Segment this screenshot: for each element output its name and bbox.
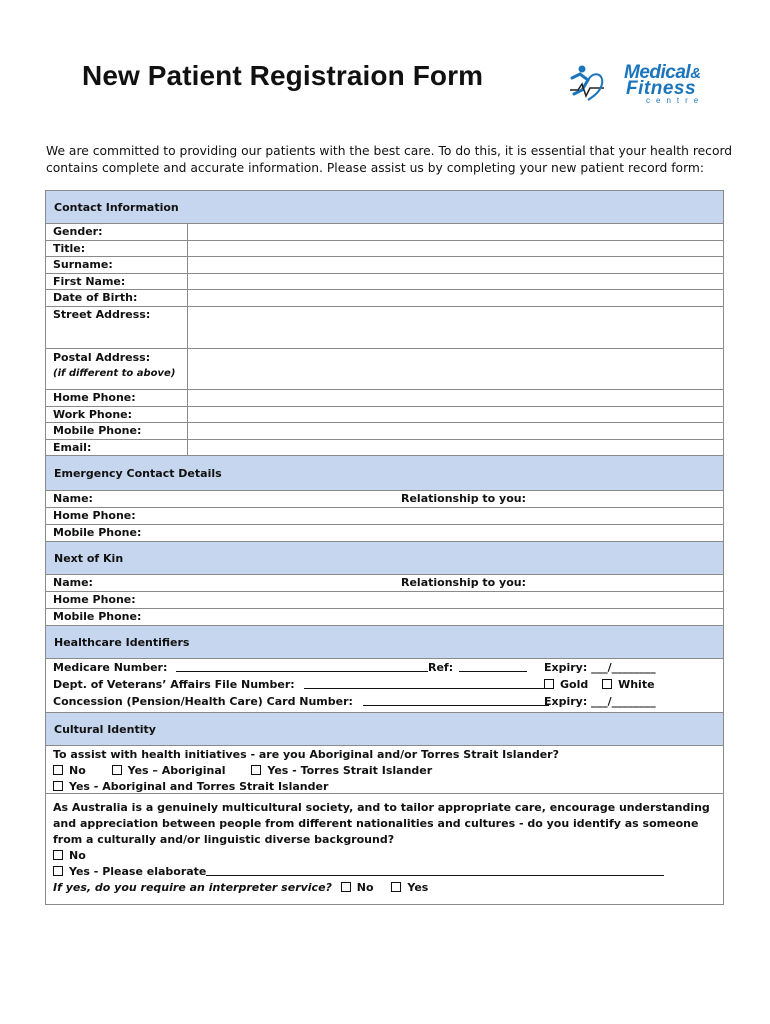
medicare-input[interactable] bbox=[176, 660, 428, 672]
field-label: Work Phone: bbox=[46, 407, 188, 422]
cald-option-no bbox=[53, 848, 716, 864]
field-label: Mobile Phone: bbox=[53, 526, 142, 539]
field-row-postal bbox=[46, 349, 723, 390]
checkbox-icon[interactable] bbox=[53, 866, 63, 876]
medicare-expiry[interactable]: Expiry: ___/________ bbox=[544, 661, 656, 674]
field-label: Gender: bbox=[46, 224, 188, 240]
field-label: Home Phone: bbox=[53, 509, 136, 522]
checkbox-icon[interactable] bbox=[53, 850, 63, 860]
emergency-name-row[interactable] bbox=[46, 491, 723, 508]
section-heading: Emergency Contact Details bbox=[54, 466, 222, 480]
concession-row bbox=[46, 694, 723, 711]
cald-question-block bbox=[46, 794, 723, 904]
field-row-mobile-phone bbox=[46, 423, 723, 440]
field-label bbox=[46, 349, 188, 389]
field-label: Mobile Phone: bbox=[53, 610, 142, 623]
checkbox-icon[interactable] bbox=[341, 882, 351, 892]
kin-name-row[interactable] bbox=[46, 575, 723, 592]
field-row-street bbox=[46, 307, 723, 349]
ref-input[interactable] bbox=[459, 660, 527, 672]
field-label: Title: bbox=[46, 241, 188, 256]
checkbox-icon[interactable] bbox=[53, 781, 63, 791]
home-phone-field[interactable] bbox=[188, 390, 723, 406]
field-label: Name: bbox=[53, 492, 93, 505]
logo-text-centre: centre bbox=[646, 96, 705, 105]
field-label: Relationship to you: bbox=[401, 576, 526, 589]
dva-card-options bbox=[544, 677, 655, 693]
field-label: First Name: bbox=[46, 274, 188, 289]
registration-form bbox=[45, 190, 724, 905]
option-yes-label: Yes - Please elaborate bbox=[69, 865, 207, 878]
field-label: Dept. of Veterans’ Affairs File Number: bbox=[53, 678, 295, 691]
gender-field[interactable] bbox=[188, 224, 723, 240]
field-label: Street Address: bbox=[46, 307, 188, 348]
interpreter-row bbox=[53, 880, 716, 896]
interpreter-no: No bbox=[356, 881, 374, 894]
field-label: Home Phone: bbox=[46, 390, 188, 406]
field-label: Date of Birth: bbox=[46, 290, 188, 306]
section-heading: Cultural Identity bbox=[54, 722, 156, 736]
gold-label: Gold bbox=[560, 678, 589, 691]
postal-note: (if different to above) bbox=[53, 368, 176, 379]
field-label: Home Phone: bbox=[53, 593, 136, 606]
emergency-mobile-phone-row[interactable] bbox=[46, 525, 723, 542]
field-row-dob bbox=[46, 290, 723, 307]
logo-ampersand: & bbox=[690, 65, 701, 82]
dva-row bbox=[46, 677, 723, 694]
kin-home-phone-row[interactable] bbox=[46, 592, 723, 609]
checkbox-icon[interactable] bbox=[53, 765, 63, 775]
field-row-email bbox=[46, 440, 723, 456]
option-no: No bbox=[69, 764, 86, 777]
concession-expiry[interactable]: Expiry: ___/________ bbox=[544, 695, 656, 708]
field-label: Ref: bbox=[428, 661, 454, 674]
cald-option-yes bbox=[53, 864, 716, 880]
interpreter-yes: Yes bbox=[407, 881, 429, 894]
checkbox-icon[interactable] bbox=[112, 765, 122, 775]
field-label: Surname: bbox=[46, 257, 188, 273]
dob-field[interactable] bbox=[188, 290, 723, 306]
field-row-home-phone bbox=[46, 390, 723, 407]
kin-mobile-phone-row[interactable] bbox=[46, 609, 723, 626]
section-heading: Contact Information bbox=[54, 200, 179, 214]
healthcare-block bbox=[46, 659, 723, 713]
section-emergency bbox=[46, 456, 723, 491]
postal-label: Postal Address: bbox=[53, 351, 151, 364]
postal-address-field[interactable] bbox=[188, 349, 723, 389]
field-label: Relationship to you: bbox=[401, 492, 526, 505]
option-both: Yes - Aboriginal and Torres Strait Islander bbox=[69, 780, 329, 793]
mobile-phone-field[interactable] bbox=[188, 423, 723, 439]
cald-question: As Australia is a genuinely multicultural society, and to tailor appropriate care, encourage understanding and appreciation between people from different nationalities and cultures - do you identify as someone from a culturally and/or linguistic diverse background? bbox=[53, 801, 710, 846]
field-row-title bbox=[46, 241, 723, 257]
checkbox-icon[interactable] bbox=[251, 765, 261, 775]
logo-text-medical: Medical bbox=[624, 62, 691, 83]
option-tsi: Yes - Torres Strait Islander bbox=[267, 764, 433, 777]
atsi-options bbox=[53, 763, 716, 795]
checkbox-icon[interactable] bbox=[544, 679, 554, 689]
section-healthcare bbox=[46, 626, 723, 659]
title-field[interactable] bbox=[188, 241, 723, 256]
street-address-field[interactable] bbox=[188, 307, 723, 348]
checkbox-icon[interactable] bbox=[602, 679, 612, 689]
surname-field[interactable] bbox=[188, 257, 723, 273]
white-label: White bbox=[618, 678, 655, 691]
field-label: Email: bbox=[46, 440, 188, 455]
section-next-of-kin bbox=[46, 542, 723, 575]
logo-text-fitness: Fitness bbox=[626, 78, 697, 99]
atsi-question: To assist with health initiatives - are you Aboriginal and/or Torres Strait Islander? bbox=[53, 748, 559, 761]
elaborate-input[interactable] bbox=[206, 864, 664, 876]
field-row-gender bbox=[46, 224, 723, 241]
emergency-home-phone-row[interactable] bbox=[46, 508, 723, 525]
field-label: Mobile Phone: bbox=[46, 423, 188, 439]
option-no-label: No bbox=[69, 849, 86, 862]
field-row-surname bbox=[46, 257, 723, 274]
first-name-field[interactable] bbox=[188, 274, 723, 289]
medicare-row bbox=[46, 660, 723, 677]
interpreter-question: If yes, do you require an interpreter service? bbox=[53, 881, 332, 894]
concession-input[interactable] bbox=[363, 694, 549, 706]
field-row-first-name bbox=[46, 274, 723, 290]
section-contact bbox=[46, 191, 723, 224]
atsi-question-block bbox=[46, 746, 723, 794]
page-title: New Patient Registraion Form bbox=[82, 60, 484, 91]
field-label: Medicare Number: bbox=[53, 661, 168, 674]
section-heading: Healthcare Identifiers bbox=[54, 635, 190, 649]
section-cultural bbox=[46, 713, 723, 746]
field-label: Concession (Pension/Health Care) Card Number: bbox=[53, 695, 353, 708]
field-label: Name: bbox=[53, 576, 93, 589]
intro-text: We are committed to providing our patients with the best care. To do this, it is essential that your health record contains complete and accurate information. Please assist us by completing your new patient record form: bbox=[46, 144, 733, 175]
clinic-logo bbox=[568, 60, 728, 106]
option-aboriginal: Yes – Aboriginal bbox=[127, 764, 226, 777]
email-field[interactable] bbox=[188, 440, 723, 455]
checkbox-icon[interactable] bbox=[391, 882, 401, 892]
section-heading: Next of Kin bbox=[54, 551, 124, 565]
work-phone-field[interactable] bbox=[188, 407, 723, 422]
dva-input[interactable] bbox=[304, 677, 547, 689]
field-row-work-phone bbox=[46, 407, 723, 423]
